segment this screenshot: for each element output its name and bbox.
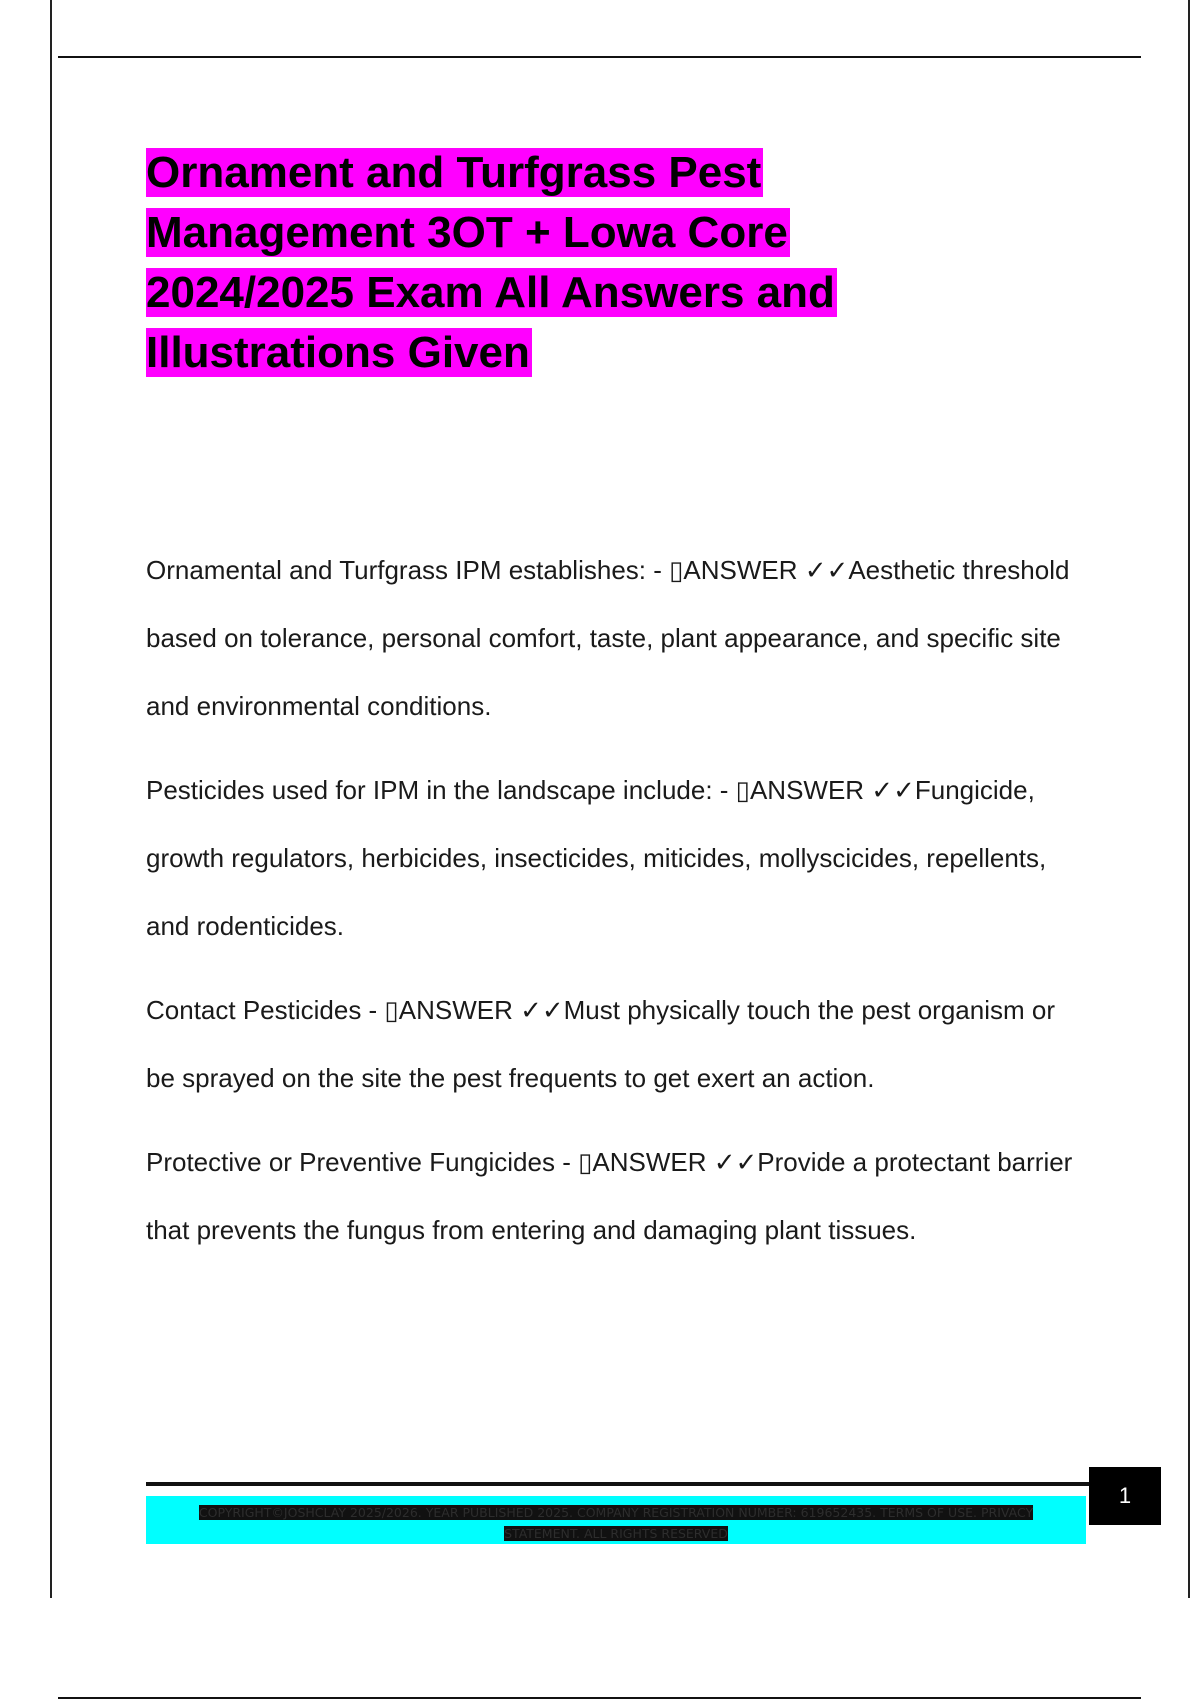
title-line: Ornament and Turfgrass Pest [146,148,762,197]
footer-rule [146,1482,1089,1486]
next-page-rule [58,1697,1141,1699]
header-rule [58,56,1141,58]
title-line: 2024/2025 Exam All Answers and [146,268,835,317]
qa-item: Protective or Preventive Fungicides - ▯ANSWER ✓✓Provide a protectant barrier that prevents the fungus from entering and damaging plant tissues. [146,1147,1073,1245]
qa-item: Ornamental and Turfgrass IPM establishes: - ▯ANSWER ✓✓Aesthetic threshold based on tolerance, personal comfort, taste, plant appearance, and specific site and environmental conditions. [146,555,1070,721]
copyright-notice: COPYRIGHT©JOSHCLAY 2025/2026. YEAR PUBLISHED 2025. COMPANY REGISTRATION NUMBER: 619652435. TERMS OF USE. PRIVACY STATEMENT. ALL RIGHTS RESERVED [198,1505,1034,1541]
title-line: Illustrations Given [146,328,530,377]
document-title [146,143,1006,383]
qa-item: Pesticides used for IPM in the landscape include: - ▯ANSWER ✓✓Fungicide, growth regulators, herbicides, insecticides, miticides, mollyscicides, repellents, and rodenticides. [146,775,1047,941]
qa-item: Contact Pesticides - ▯ANSWER ✓✓Must physically touch the pest organism or be sprayed on the site the pest frequents to get exert an action. [146,995,1055,1093]
footer-band [146,1496,1086,1544]
title-line: Management 3OT + Lowa Core [146,208,788,257]
qa-list [146,536,1086,1280]
page-number: 1 [1089,1467,1161,1525]
